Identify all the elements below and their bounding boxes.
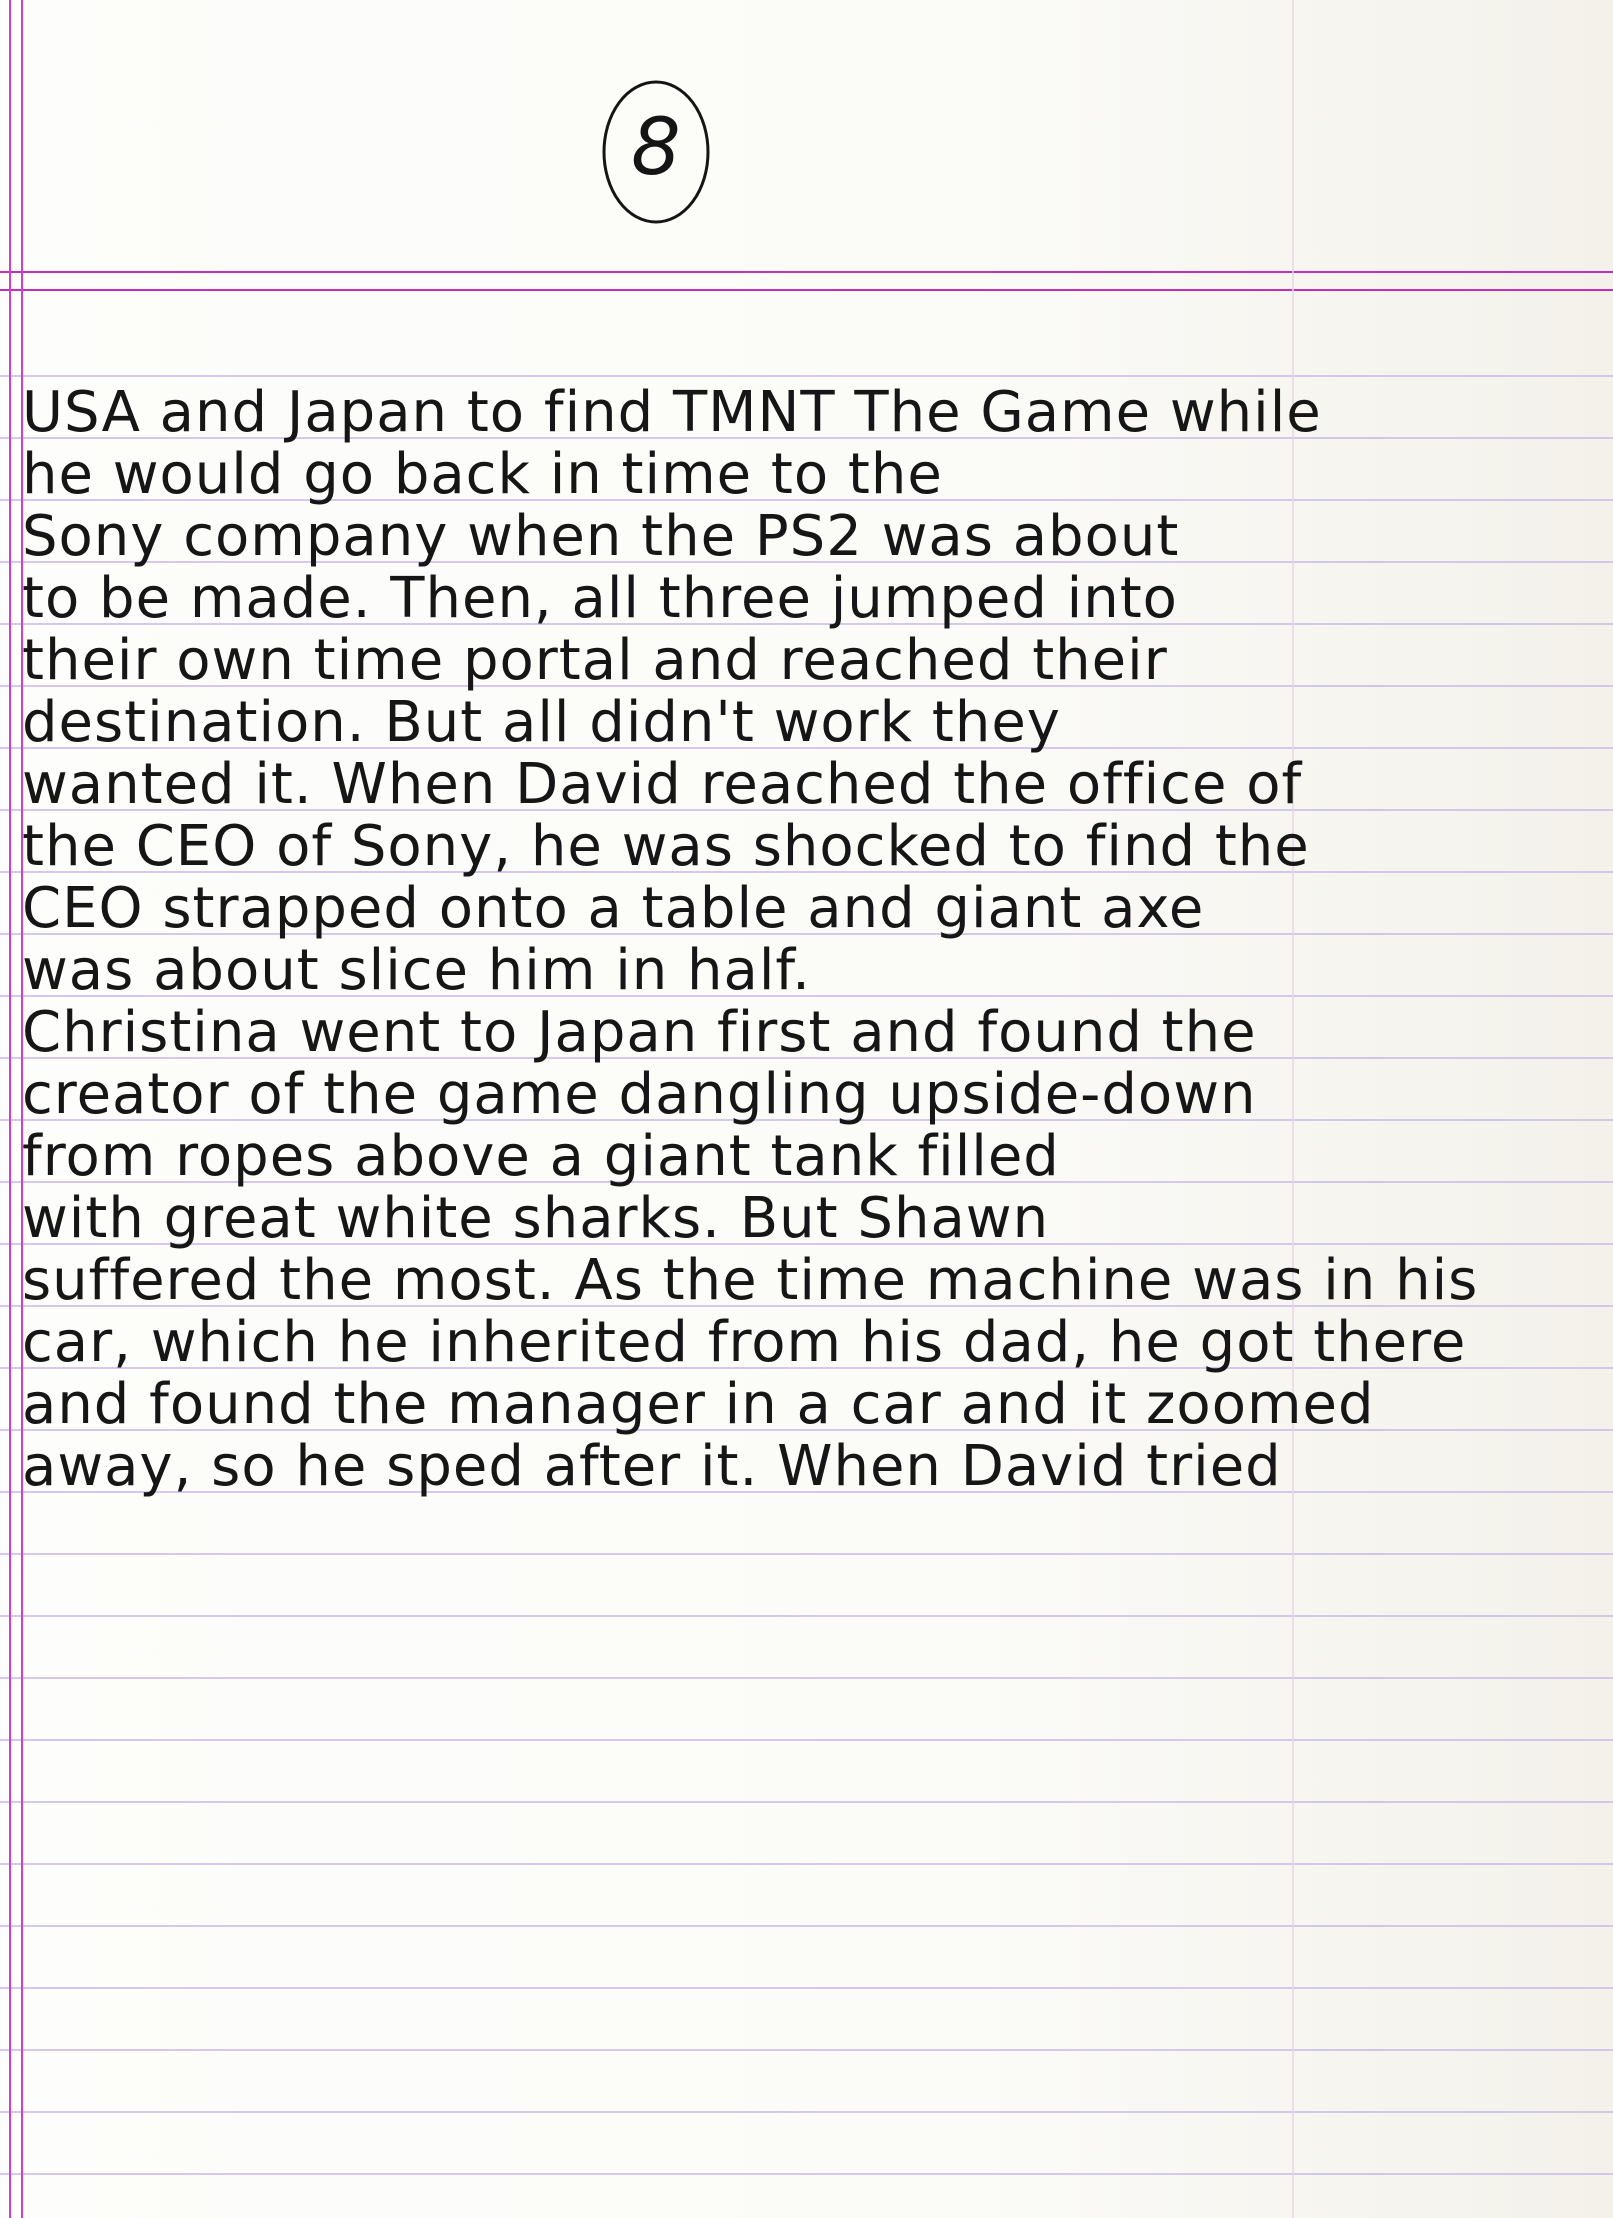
text-line: destination. But all didn't work they [22, 692, 1061, 754]
text-line: the CEO of Sony, he was shocked to find the [22, 816, 1310, 878]
text-line: Christina went to Japan first and found the [22, 1002, 1257, 1064]
handwritten-text [22, 382, 1592, 1498]
text-line: wanted it. When David reached the office of [22, 754, 1303, 816]
text-line: their own time portal and reached their [22, 630, 1168, 692]
text-line: USA and Japan to find TMNT The Game while [22, 382, 1322, 444]
text-line: Sony company when the PS2 was about [22, 506, 1180, 568]
text-line: and found the manager in a car and it zoomed [22, 1374, 1375, 1436]
text-line: car, which he inherited from his dad, he got there [22, 1312, 1467, 1374]
page-number [596, 68, 716, 228]
text-line: from ropes above a giant tank filled [22, 1126, 1060, 1188]
text-line: suffered the most. As the time machine was in his [22, 1250, 1479, 1312]
text-line: to be made. Then, all three jumped into [22, 568, 1178, 630]
page-number-text: 8 [631, 103, 681, 193]
text-line: he would go back in time to the [22, 444, 943, 506]
text-line: was about slice him in half. [22, 940, 811, 1002]
text-line: creator of the game dangling upside-down [22, 1064, 1257, 1126]
text-line: with great white sharks. But Shawn [22, 1188, 1050, 1250]
text-line: away, so he sped after it. When David tried [22, 1436, 1282, 1498]
text-line: CEO strapped onto a table and giant axe [22, 878, 1205, 940]
